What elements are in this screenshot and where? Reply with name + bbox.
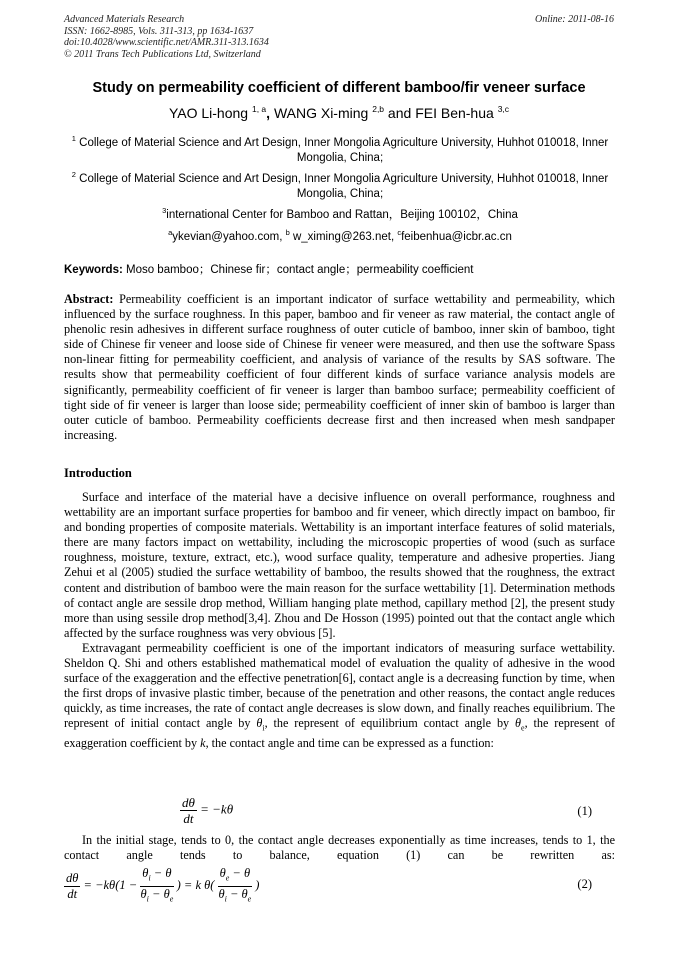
theta-symbol: θ [140, 886, 147, 901]
theta-symbol: θ [515, 716, 522, 731]
affiliation-3 [64, 203, 616, 223]
equation-part: ) = k θ( [176, 877, 215, 892]
intro-paragraph-1: Surface and interface of the material have a decisive influence on overall performance, roughness and wettability are an important surface properties for bamboo and fir veneer, which directly impact on bamboo, fir and bonding properties of composite materials. Wettability is an important interface features of solid materials, there are many factors impact on wettability, including the microscopic properties of wood (such as surface roughness, moisture, texture, extract, etc.), wood surface quality, temperature and adhesive properties. Jiang Zehui et al (2005) studied the surface wettability of bamboo, the results showed that the roughness, the extract content and distribution of bamboo were the main reason for the surface wettability [1]. Determination methods of contact angle are sessile drop method, William hanging plate method, capillary method [2], the present study more than using sessile drop method[3,4]. Zhou and De Hosson (1995) pointed out that the contact angle which affected by the surface roughness was very obvious [5]. [64, 490, 615, 640]
fraction-numerator: dθ [66, 870, 79, 885]
author-name: YAO Li-hong [168, 105, 252, 121]
issn-line: ISSN: 1662-8985, Vols. 311-313, pp 1634-1637 [64, 25, 254, 37]
k-symbol: k [200, 735, 206, 750]
section-heading: Introduction [64, 466, 132, 480]
email-text: w_ximing@263.net, [289, 231, 398, 243]
paragraph-text: , the contact angle and time can be expressed as a function: [205, 735, 494, 750]
affiliation-sup: 2 [71, 170, 76, 179]
journal-header [64, 14, 269, 60]
email-sup: c [397, 228, 402, 237]
theta-symbol: θ [219, 866, 226, 880]
doi-line: doi:10.4028/www.scientific.net/AMR.311-313.1634 [64, 37, 269, 48]
copyright-line: © 2011 Trans Tech Publications Ltd, Switzerland [64, 48, 261, 60]
theta-symbol: θ [256, 716, 263, 731]
introduction-body [64, 490, 615, 751]
online-date: Online: 2011-08-16 [535, 14, 614, 25]
author-separator: , [266, 105, 274, 121]
journal-name: Advanced Materials Research [64, 14, 185, 25]
equation-part: ) [255, 877, 260, 892]
author-affil-sup: 2,b [372, 104, 385, 114]
equation-1-number: (1) [577, 804, 592, 818]
author-name: FEI Ben-hua [415, 105, 498, 121]
equation-part: − θ [229, 866, 251, 880]
fraction [180, 795, 197, 826]
email-text: feibenhua@icbr.ac.cn [401, 231, 512, 243]
paragraph-text: , the represent of equilibrium contact angle by [264, 716, 516, 731]
subscript: i [146, 894, 149, 903]
fraction-numerator: dθ [182, 795, 195, 810]
introduction-body-2 [64, 833, 615, 863]
fraction [218, 866, 253, 906]
theta-symbol: θ [142, 866, 149, 880]
author-name: WANG Xi-ming [273, 105, 373, 121]
paragraph-text: , the represent of exaggeration coefficient by [64, 716, 615, 750]
affiliation-1 [64, 131, 616, 166]
affiliation-sup: 3 [162, 206, 167, 215]
subscript: e [225, 873, 230, 883]
fraction-numerator [140, 866, 173, 887]
theta-symbol: θ [218, 886, 225, 901]
equation-part: − θ [226, 886, 248, 901]
keywords-text: Moso bamboo；Chinese fir；contact angle；permeability coefficient [122, 264, 474, 276]
subscript: i [262, 723, 265, 733]
fraction [140, 866, 173, 906]
paper-title: Study on permeability coefficient of different bamboo/fir veneer surface [92, 80, 586, 96]
abstract-text: Permeability coefficient is an important indicator of surface wettability and permeability, which influenced by the surface roughness. In this paper, bamboo and fir veneer as raw material, the contact angle of phenolic resin adhesives in different surface roughness of outer cuticle of bamboo, inner skin of bamboo, tight side of Chinese fir veneer and loose side of Chinese fir veneer were measured, and then use the software Spass non-linear fitting for permeability coefficient, and analysis of variance of the results by SAS software. The results show that permeability coefficient of four different kinds of surface variance analysis models are significantly, permeability coefficient of fir veneer is larger than bamboo surface; permeability coefficient of tight side of fir veneer is larger than loose side; permeability coefficient of inner skin of bamboo is larger than outer cuticle of bamboo. Permeability coefficients decrease first and then increased when mesh sandpaper increasing. [64, 292, 615, 442]
email-sup: b [285, 228, 290, 237]
paragraph-text: Extravagant permeability coefficient is one of the important indicators of measuring surface wettability. Sheldon Q. Shi and others established mathematical model of evaluation the quality of adhesive in the wood surface of the exaggeration and the effective penetration[6], contact angle is a decreasing function by time, when the first drops of invasive plastic timber, because of the penetration and other reasons, the contact angle reduces quickly, as time increases, the rate of contact angle decreases is slow down, and finally reaches equilibrium. The represent of initial contact angle by [64, 640, 615, 731]
equation-part: − θ [148, 886, 170, 901]
subscript: e [521, 723, 525, 733]
author-affil-sup: 1, a [251, 104, 267, 114]
fraction-denominator: dt [183, 811, 194, 826]
subscript: i [148, 873, 151, 883]
fraction [64, 871, 80, 902]
abstract-label: Abstract: [64, 292, 114, 306]
equation-part: − θ [150, 866, 172, 880]
fraction-denominator: dt [67, 886, 78, 901]
fraction-numerator [218, 866, 253, 887]
equation-rhs: = −kθ [200, 801, 234, 817]
fraction-denominator [140, 887, 173, 907]
author-line [0, 104, 678, 121]
subscript: i [224, 894, 227, 903]
author-and: and [384, 105, 416, 121]
intro-paragraph-2 [64, 641, 615, 751]
affiliation-2 [64, 167, 616, 202]
keywords [64, 261, 474, 277]
fraction-denominator [218, 887, 253, 907]
email-text: ykevian@yahoo.com, [172, 231, 286, 243]
affiliation-sup: 1 [71, 134, 76, 143]
keywords-label: Keywords: [64, 264, 123, 276]
equation-1 [180, 795, 233, 826]
affiliation-text: international Center for Bamboo and Rattan，Beijing 100102，China [166, 209, 518, 221]
intro-paragraph-3: In the initial stage, tends to 0, the contact angle decreases exponentially as time increases, tends to 1, the contact angle tends to balance, equation (1) can be rewritten as: [64, 833, 615, 863]
equation-part: = −kθ(1 − [83, 877, 138, 892]
author-affil-sup: 3,c [497, 104, 510, 114]
equation-2 [64, 866, 259, 906]
equation-2-number: (2) [577, 877, 592, 891]
email-sup: a [168, 228, 173, 237]
abstract [64, 292, 615, 443]
subscript: e [247, 894, 252, 903]
subscript: e [169, 894, 174, 903]
affiliation-text: College of Material Science and Art Design, Inner Mongolia Agriculture University, Huhhot 010018, Inner Mongolia, China; [75, 173, 609, 200]
affiliation-text: College of Material Science and Art Design, Inner Mongolia Agriculture University, Huhhot 010018, Inner Mongolia, China; [75, 137, 609, 164]
email-line [64, 225, 616, 245]
